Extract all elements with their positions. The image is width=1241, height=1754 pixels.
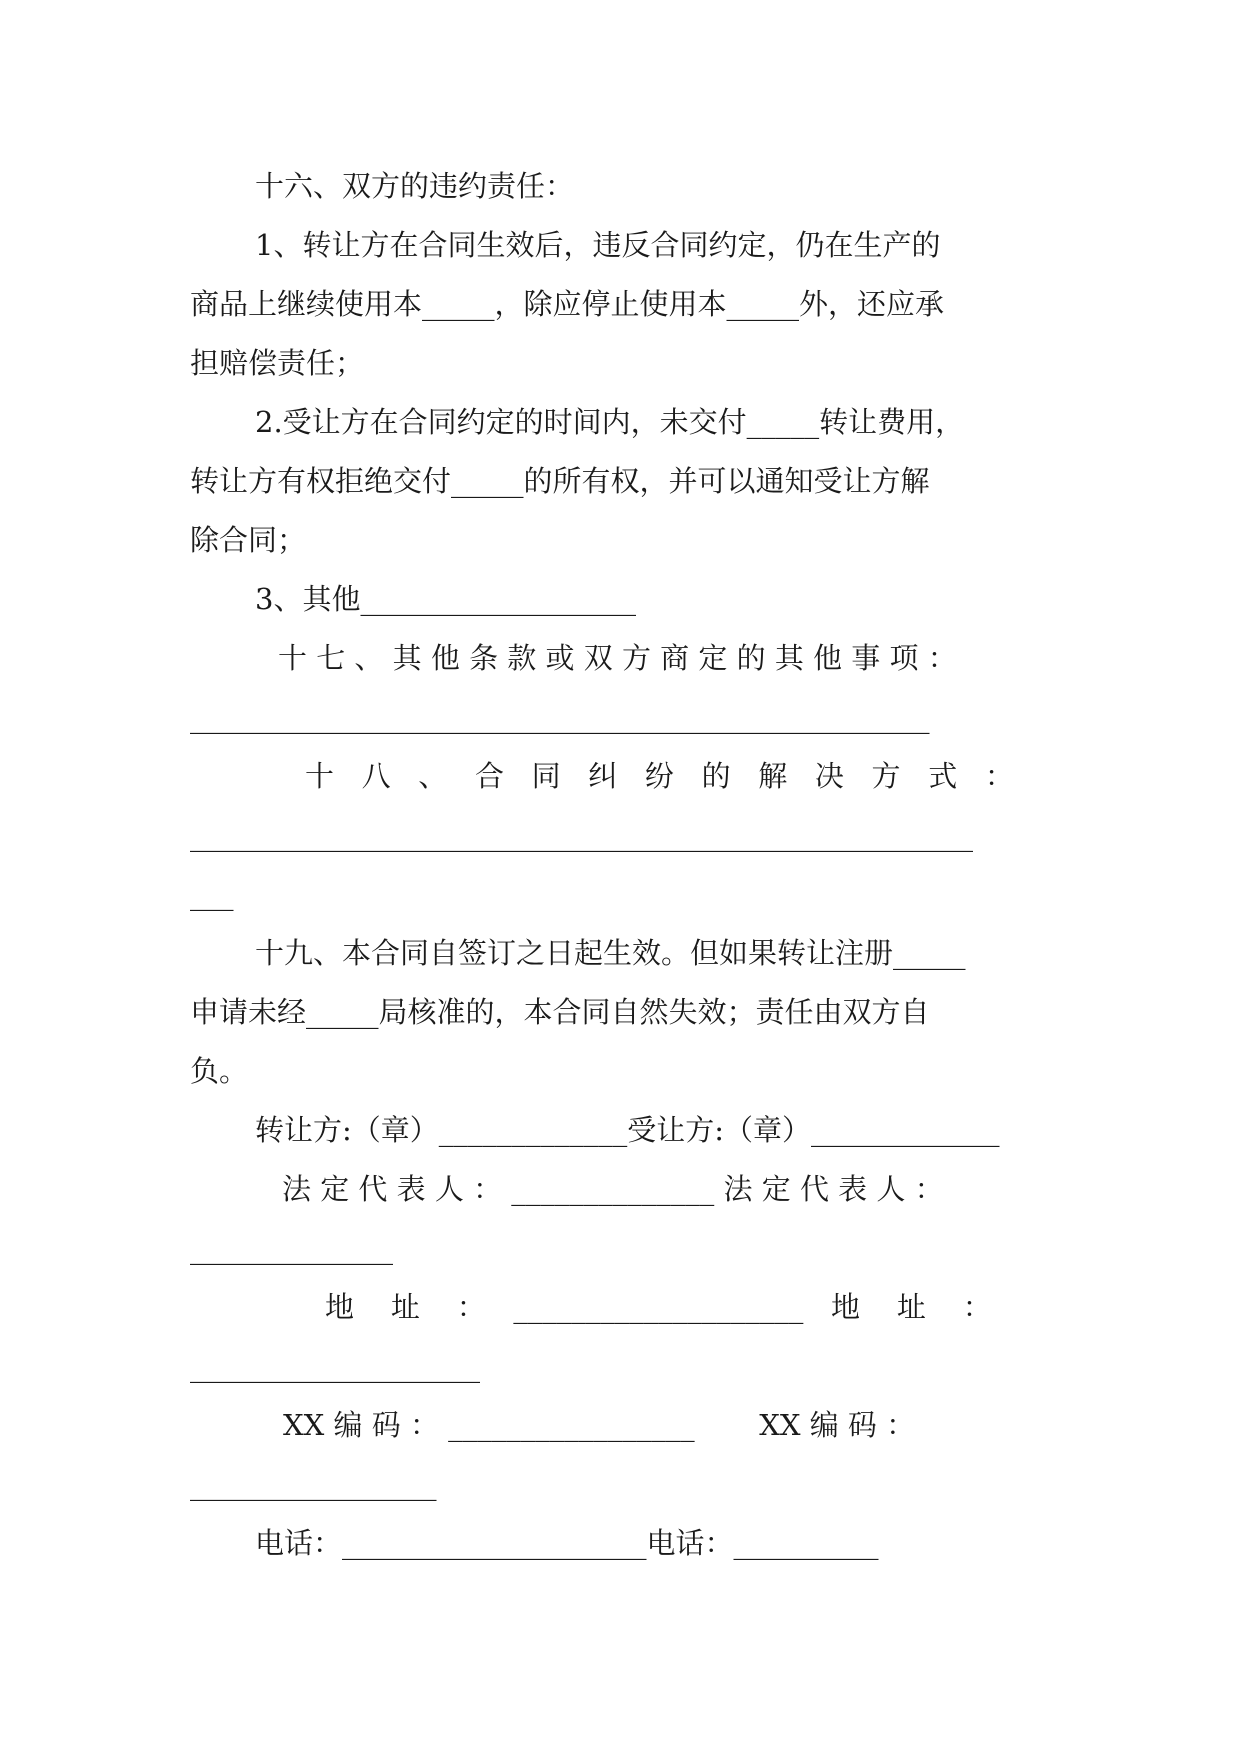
postal-code-line: XX 编 码 ： _________________ XX 编 码 ： [283, 1408, 916, 1442]
section-19-line-2: 申请未经_____局核准的，本合同自然失效；责任由双方自 [190, 995, 930, 1029]
clause-16-3: 3、其他___________________ [255, 582, 636, 616]
phone-line: 电话：_____________________电话：__________ [255, 1526, 879, 1560]
clause-16-2-line-1: 2.受让方在合同约定的时间内，未交付_____转让费用， [255, 405, 965, 439]
postal-code-blank: _________________ [190, 1467, 437, 1501]
clause-16-1-line-1: 1、转让方在合同生效后，违反合同约定，仍在生产的 [255, 228, 941, 262]
legal-representative-blank: ______________ [190, 1231, 393, 1265]
section-18-blank-line-2: ___ [190, 877, 234, 911]
address-line: 地 址 ： ____________________ 地 址 ： [325, 1290, 992, 1324]
clause-16-1-line-3: 担赔偿责任； [190, 346, 365, 380]
section-18-blank-line-1: ______________________________________________________ [190, 818, 973, 852]
section-19-line-3: 负。 [190, 1054, 249, 1088]
section-19-line-1: 十九、本合同自签订之日起生效。但如果转让注册_____ [255, 936, 966, 970]
section-18-heading: 十 八 、 合 同 纠 纷 的 解 决 方 式 ： [305, 759, 1014, 793]
legal-representative-line: 法 定 代 表 人 ： ______________ 法 定 代 表 人 ： [282, 1172, 944, 1206]
section-16-heading: 十六、双方的违约责任： [255, 169, 575, 203]
section-17-heading: 十 七 、 其 他 条 款 或 双 方 商 定 的 其 他 事 项 ： [278, 641, 957, 675]
clause-16-1-line-2: 商品上继续使用本_____，除应停止使用本_____外，还应承 [190, 287, 945, 321]
section-17-blank: ___________________________________________________ [190, 700, 930, 734]
address-blank: ____________________ [190, 1349, 480, 1383]
clause-16-2-line-3: 除合同； [190, 523, 307, 557]
signature-seal-line: 转让方:（章）_____________受让方:（章）_____________ [255, 1113, 1000, 1147]
clause-16-2-line-2: 转让方有权拒绝交付_____的所有权，并可以通知受让方解 [190, 464, 930, 498]
